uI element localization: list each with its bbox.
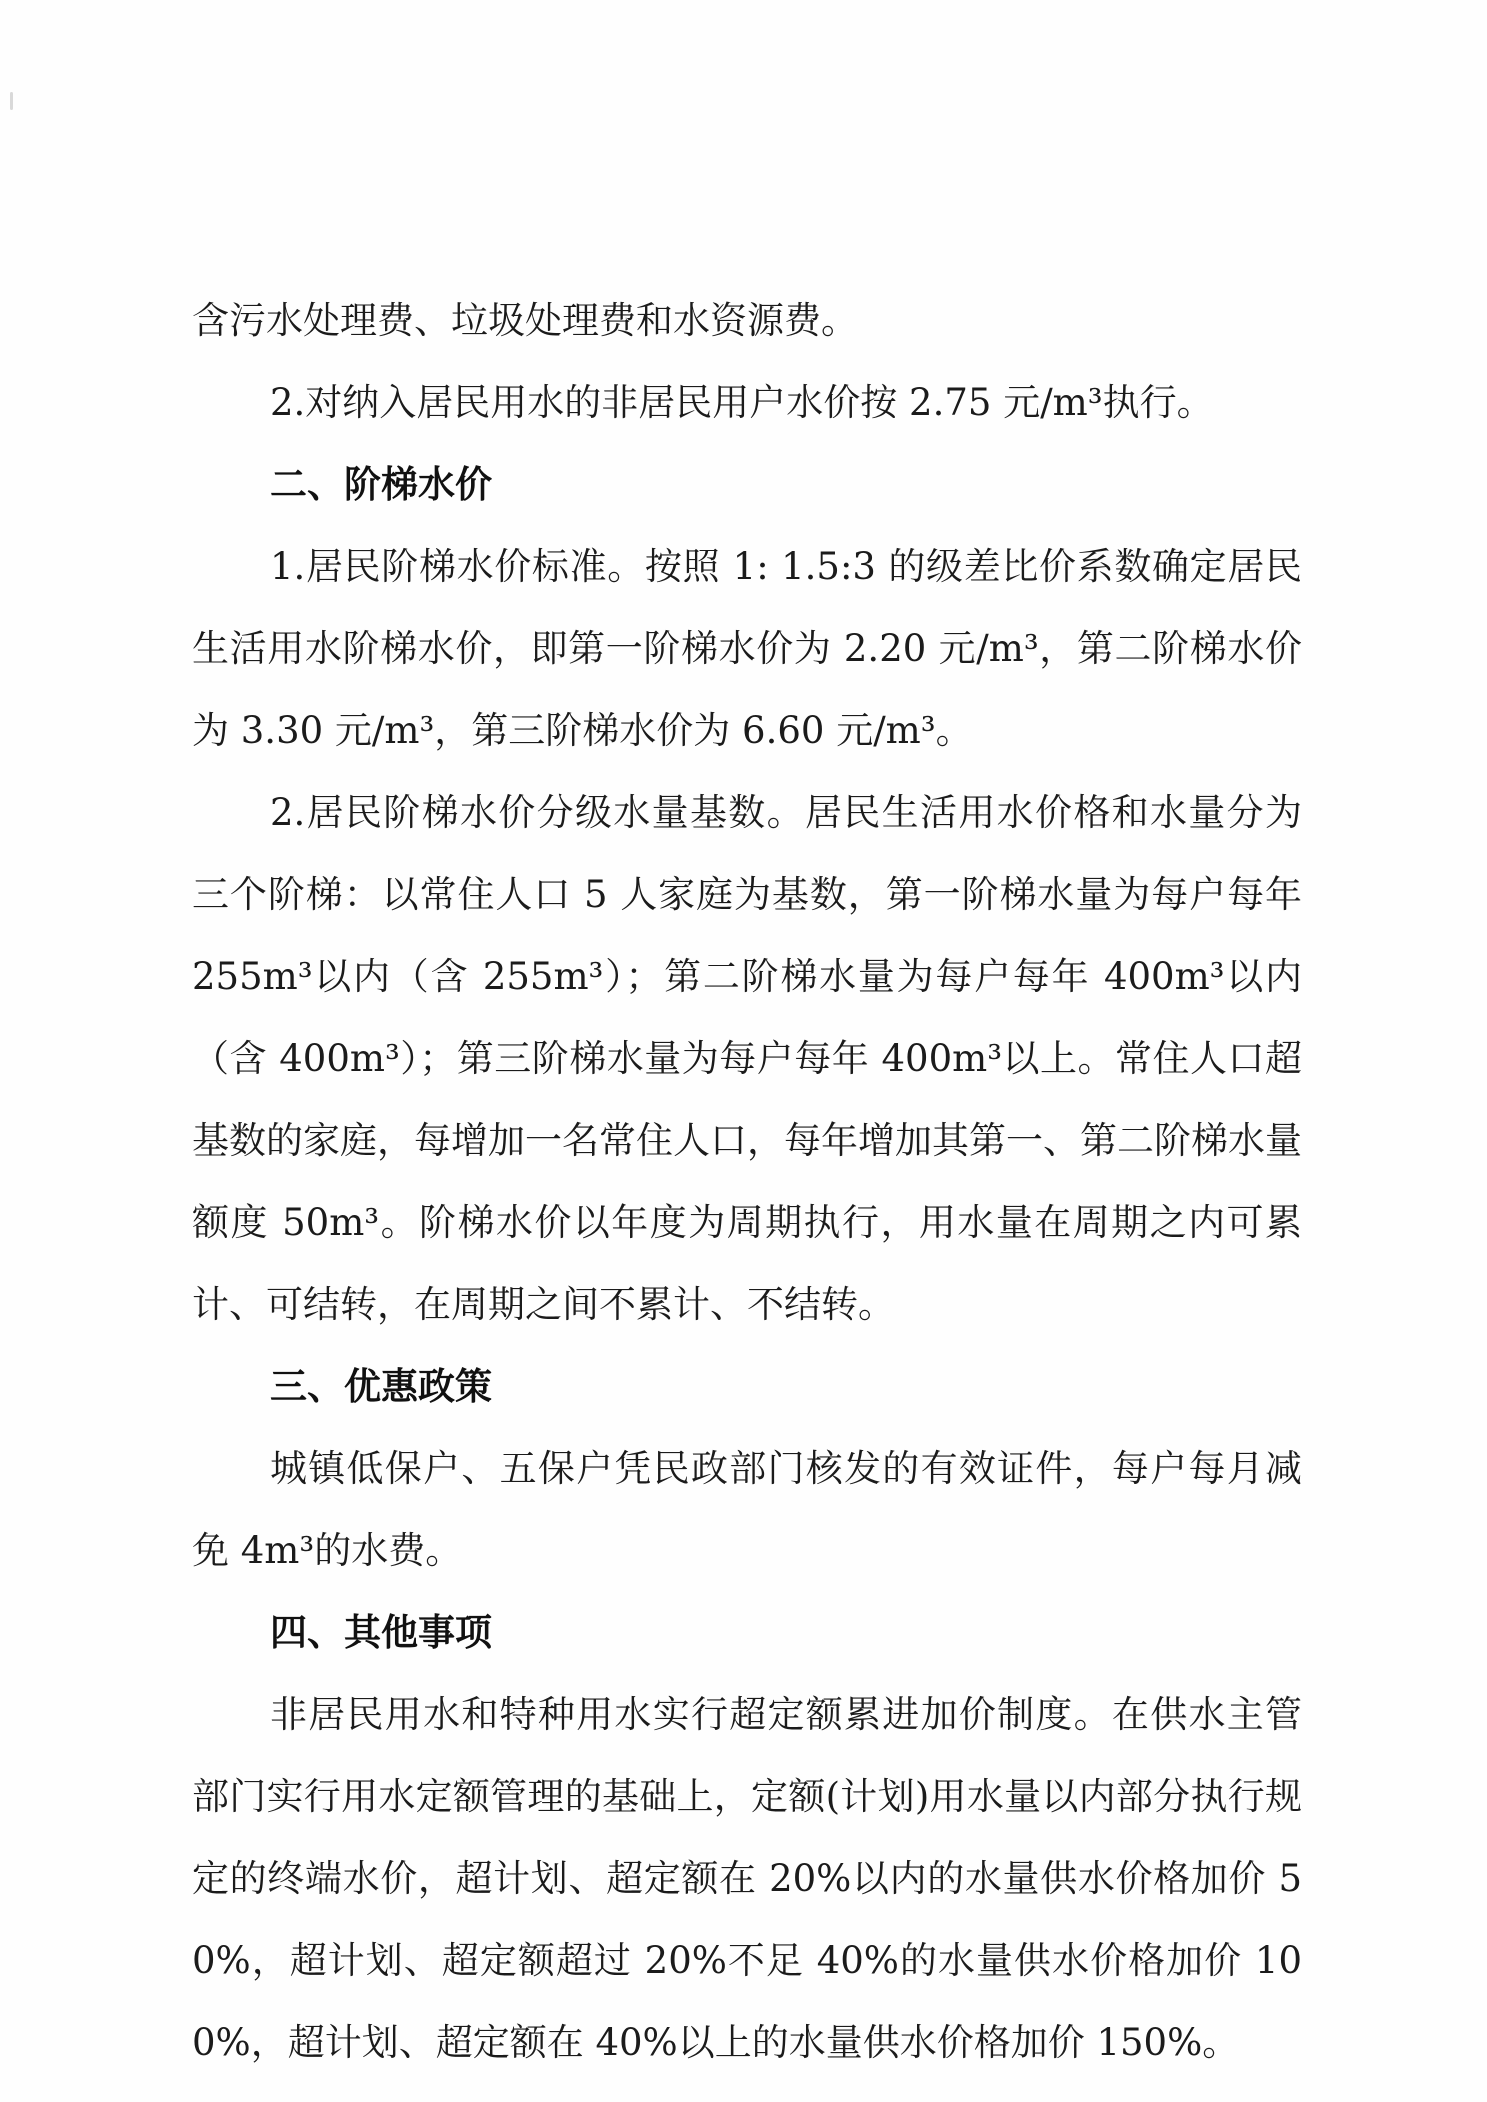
section-heading-preferential-policy: 三、优惠政策 — [270, 1365, 492, 1408]
paragraph-tiered-price-standard: 1.居民阶梯水价标准。按照 1: 1.5:3 的级差比价系数确定居民生活用水阶梯水价，即第一阶梯水价为 2.20 元/m³，第二阶梯水价为 3.30 元/m³，第三阶梯水价为 6.60 元/m³。 — [192, 545, 1302, 752]
paragraph-tiered-volume-base: 2.居民阶梯水价分级水量基数。居民生活用水价格和水量分为三个阶梯：以常住人口 5 人家庭为基数，第一阶梯水量为每户每年 255m³以内（含 255m³）；第二阶梯水量为每户每年 400m³以内（含 400m³）；第三阶梯水量为每户每年 400m³以上。常住人口超基数的家庭，每增加一名常住人口，每年增加其第一、第二阶梯水量额度 50m³。阶梯水价以年度为周期执行，用水量在周期之内可累计、可结转，在周期之间不累计、不结转。 — [192, 791, 1302, 1326]
paragraph-nonresident-price: 2.对纳入居民用水的非居民用户水价按 2.75 元/m³执行。 — [270, 381, 1214, 424]
scan-speck — [10, 92, 13, 110]
section-heading-other-matters: 四、其他事项 — [270, 1611, 492, 1654]
section-heading-tiered-price: 二、阶梯水价 — [270, 463, 492, 506]
paragraph-continuation: 含污水处理费、垃圾处理费和水资源费。 — [192, 299, 858, 342]
paragraph-preferential-policy: 城镇低保户、五保户凭民政部门核发的有效证件，每户每月减免 4m³的水费。 — [192, 1447, 1302, 1572]
paragraph-other-matters: 非居民用水和特种用水实行超定额累进加价制度。在供水主管部门实行用水定额管理的基础上，定额(计划)用水量以内部分执行规定的终端水价，超计划、超定额在 20%以内的水量供水价格加价 50%，超计划、超定额超过 20%不足 40%的水量供水价格加价 100%，超计划、超定额在 40%以上的水量供水价格加价 150%。 — [192, 1693, 1302, 2064]
document-body — [192, 280, 1302, 2084]
